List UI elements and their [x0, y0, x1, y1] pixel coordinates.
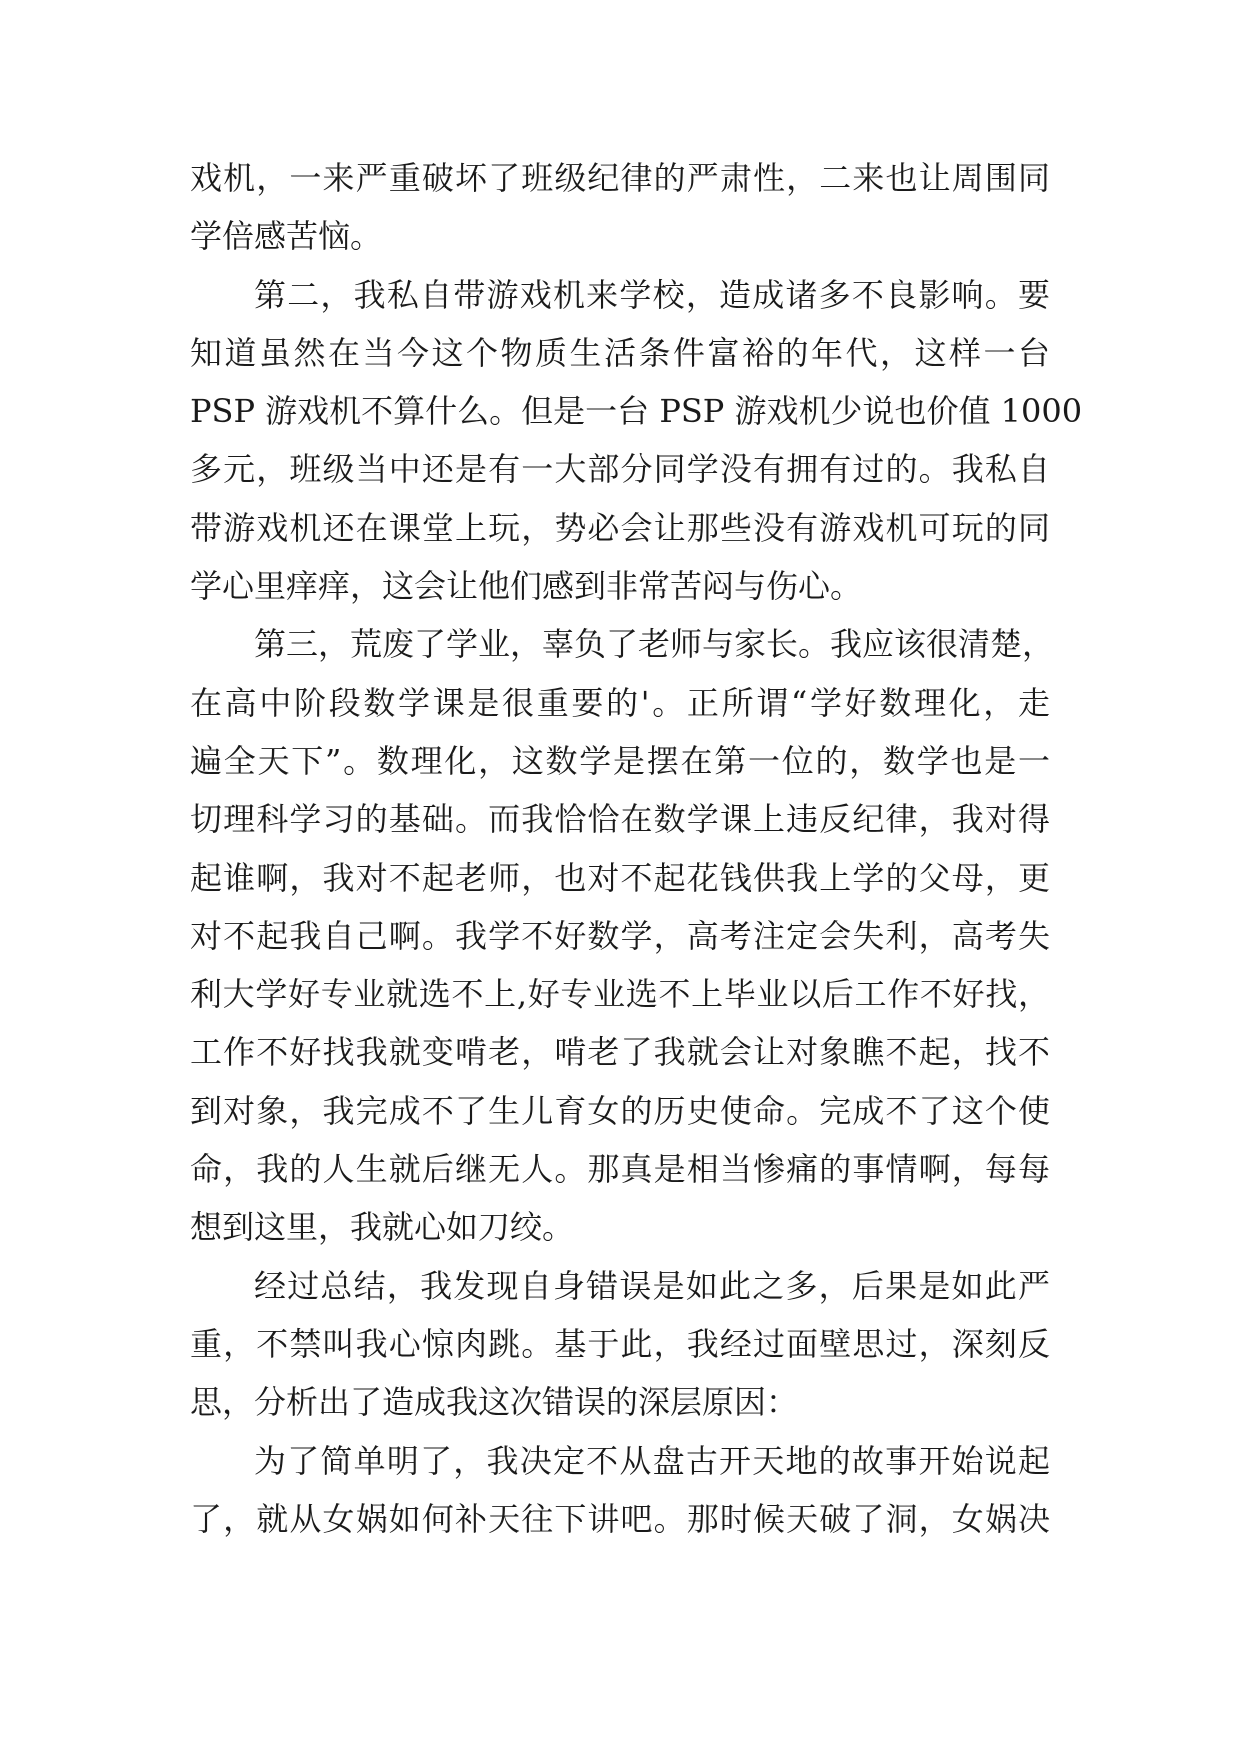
- text-line: 思，分析出了造成我这次错误的深层原因：: [190, 1383, 799, 1422]
- text-line: 为了简单明了，我决定不从盘古开天地的故事开始说起: [254, 1441, 1050, 1480]
- text-line: 多元，班级当中还是有一大部分同学没有拥有过的。我私自: [190, 450, 1050, 489]
- text-line: 第二，我私自带游戏机来学校，造成诸多不良影响。要: [254, 275, 1050, 314]
- text-line: 到对象，我完成不了生儿育女的历史使命。完成不了这个使: [190, 1091, 1050, 1130]
- body-text: [190, 149, 1083, 1548]
- text-line: 利大学好专业就选不上,好专业选不上毕业以后工作不好找，: [190, 975, 1050, 1014]
- text-line: 带游戏机还在课堂上玩，势必会让那些没有游戏机可玩的同: [190, 508, 1050, 547]
- text-line: 起谁啊，我对不起老师，也对不起花钱供我上学的父母，更: [190, 858, 1050, 897]
- text-line: 学倍感苦恼。: [190, 217, 383, 256]
- text-line: 第三，荒废了学业，辜负了老师与家长。我应该很清楚，: [254, 625, 1055, 664]
- text-line: 重，不禁叫我心惊肉跳。基于此，我经过面壁思过，深刻反: [190, 1324, 1050, 1363]
- text-line: 在高中阶段数学课是很重要的'。正所谓“学好数理化，走: [190, 683, 1050, 722]
- text-line: PSP 游戏机不算什么。但是一台 PSP 游戏机少说也价值 1000: [190, 392, 1083, 431]
- text-line: 知道虽然在当今这个物质生活条件富裕的年代，这样一台: [190, 333, 1050, 372]
- text-line: 了，就从女娲如何补天往下讲吧。那时候天破了洞，女娲决: [190, 1499, 1050, 1538]
- text-line: 切理科学习的基础。而我恰恰在数学课上违反纪律，我对得: [190, 800, 1050, 839]
- text-line: 经过总结，我发现自身错误是如此之多，后果是如此严: [254, 1266, 1050, 1305]
- text-line: 命，我的人生就后继无人。那真是相当惨痛的事情啊，每每: [190, 1150, 1050, 1189]
- text-line: 工作不好找我就变啃老，啃老了我就会让对象瞧不起，找不: [190, 1033, 1050, 1072]
- text-line: 遍全天下”。数理化，这数学是摆在第一位的，数学也是一: [190, 741, 1050, 780]
- text-line: 戏机，一来严重破坏了班级纪律的严肃性，二来也让周围同: [190, 159, 1050, 197]
- text-line: 对不起我自己啊。我学不好数学，高考注定会失利，高考失: [190, 916, 1050, 955]
- text-line: 想到这里，我就心如刀绞。: [190, 1208, 575, 1247]
- text-line: 学心里痒痒，这会让他们感到非常苦闷与伤心。: [190, 567, 863, 606]
